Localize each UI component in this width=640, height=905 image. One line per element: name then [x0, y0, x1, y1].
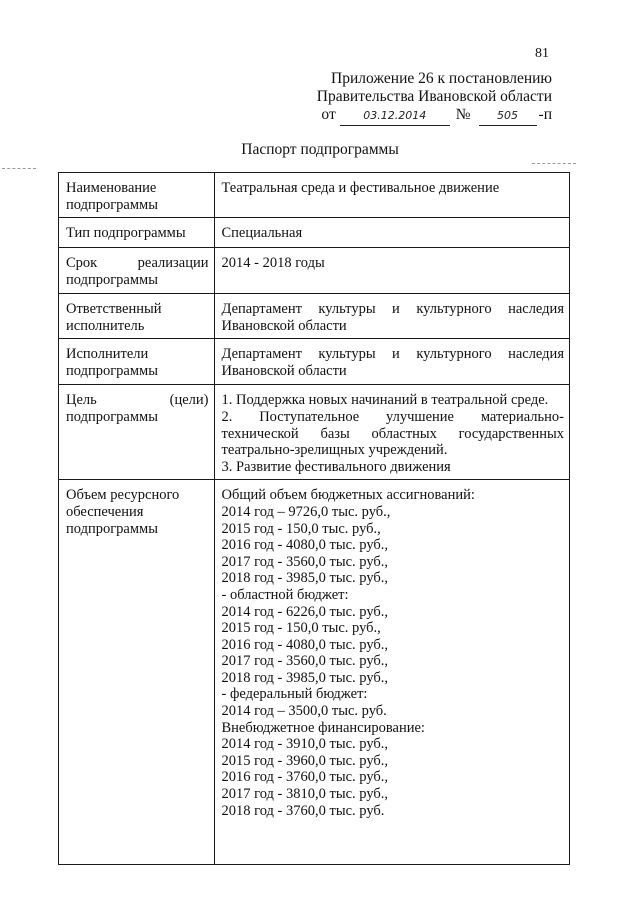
- funding-line: Внебюджетное финансирование:: [221, 719, 425, 736]
- funding-line: 2018 год - 3985,0 тыс. руб.,: [221, 570, 389, 587]
- funding-line: Общий объем бюджетных ассигнований:: [221, 487, 475, 504]
- funding-line: 2014 год - 3910,0 тыс. руб.,: [221, 736, 389, 753]
- row-label: Срок реализации подпрограммы: [59, 248, 215, 294]
- row-label: Цель (цели) подпрограммы: [59, 385, 215, 480]
- row-value: [214, 480, 570, 865]
- row-label: Тип подпрограммы: [59, 218, 215, 248]
- row-value: Специальная: [214, 218, 570, 248]
- table-row: [59, 294, 570, 339]
- funding-line: 2015 год - 3960,0 тыс. руб.,: [221, 752, 389, 769]
- appendix-header: [317, 70, 552, 126]
- handwritten-number: 505: [479, 107, 537, 126]
- funding-line: 2014 год – 9726,0 тыс. руб.,: [221, 503, 391, 520]
- row-value: 2014 - 2018 годы: [214, 248, 570, 294]
- from-label: от: [321, 106, 336, 123]
- table-row: [59, 248, 570, 294]
- row-value: Департамент культуры и культурного наследия Ивановской области: [214, 294, 570, 339]
- funding-line: 2017 год - 3810,0 тыс. руб.,: [221, 786, 389, 803]
- goal-item: 3. Развитие фестивального движения: [221, 458, 451, 475]
- appendix-line-1: Приложение 26 к постановлению: [331, 70, 552, 87]
- number-suffix: -п: [538, 106, 552, 123]
- scan-artifact-right: [532, 163, 576, 165]
- funding-line: 2018 год - 3985,0 тыс. руб.,: [221, 669, 389, 686]
- funding-line: 2015 год - 150,0 тыс. руб.,: [221, 520, 381, 537]
- row-label: Исполнители подпрограммы: [59, 339, 215, 385]
- funding-line: 2018 год - 3760,0 тыс. руб.: [221, 802, 385, 819]
- table-row: [59, 339, 570, 385]
- appendix-line-2: Правительства Ивановской области: [316, 88, 552, 105]
- table-row: [59, 218, 570, 248]
- page-number: 81: [535, 46, 549, 61]
- funding-line: 2016 год - 4080,0 тыс. руб.,: [221, 636, 389, 653]
- handwritten-date: 03.12.2014: [340, 107, 450, 126]
- table-row: [59, 480, 570, 865]
- funding-line: 2017 год - 3560,0 тыс. руб.,: [221, 553, 389, 570]
- row-value: Театральная среда и фестивальное движение: [214, 173, 570, 218]
- funding-line: 2014 год - 6226,0 тыс. руб.,: [221, 603, 389, 620]
- funding-line: 2014 год – 3500,0 тыс. руб.: [221, 703, 387, 720]
- scan-artifact-left: [2, 168, 36, 170]
- passport-table: [58, 172, 570, 865]
- row-value: Департамент культуры и культурного наследия Ивановской области: [214, 339, 570, 385]
- row-label: Ответственный исполнитель: [59, 294, 215, 339]
- funding-line: - федеральный бюджет:: [221, 686, 368, 703]
- number-label: №: [455, 106, 471, 123]
- funding-line: 2017 год - 3560,0 тыс. руб.,: [221, 653, 389, 670]
- appendix-date-number-row: [317, 106, 552, 126]
- row-label: Наименование подпрограммы: [59, 173, 215, 218]
- goal-item: 2. Поступательное улучшение материально-технической базы областных государственных театрально-зрелищных учреждений.: [221, 408, 564, 459]
- funding-line: 2016 год - 4080,0 тыс. руб.,: [221, 537, 389, 554]
- table-row: [59, 173, 570, 218]
- funding-line: - областной бюджет:: [221, 586, 349, 603]
- row-label: Объем ресурсного обеспечения подпрограммы: [59, 480, 215, 865]
- funding-line: 2015 год - 150,0 тыс. руб.,: [221, 620, 381, 637]
- table-row: [59, 385, 570, 480]
- page-title: Паспорт подпрограммы: [241, 141, 399, 158]
- goal-item: 1. Поддержка новых начинаний в театральной среде.: [221, 392, 549, 409]
- row-value: [214, 385, 570, 480]
- funding-line: 2016 год - 3760,0 тыс. руб.,: [221, 769, 389, 786]
